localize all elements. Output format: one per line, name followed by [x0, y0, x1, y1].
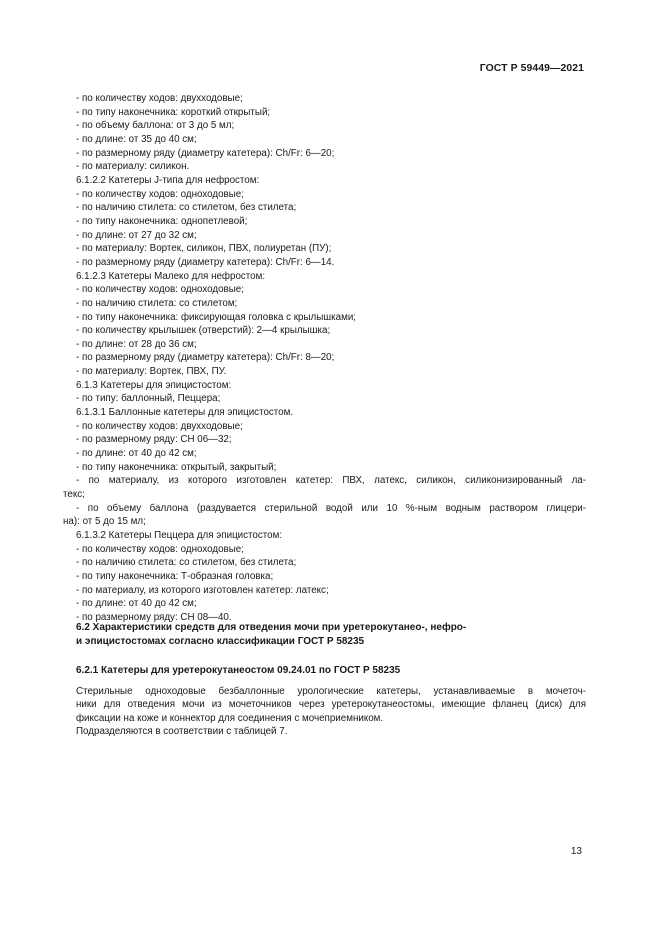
list-item: - по длине: от 28 до 36 см;	[76, 338, 197, 350]
classification-list	[63, 92, 586, 625]
paragraph-line2: ники для отведения мочи из мочеточников через уретерокутанеостомы, имеющие фланец (диск) для	[76, 699, 586, 711]
list-item: - по количеству ходов: двухходовые;	[76, 420, 243, 432]
list-item: - по типу наконечника: фиксирующая головка с крылышками;	[76, 311, 357, 323]
section-6-2-1-title: 6.2.1 Катетеры для уретерокутанеостом 09.24.01 по ГОСТ Р 58235	[76, 665, 401, 676]
list-item: - по материалу: Вортек, силикон, ПВХ, полиуретан (ПУ);	[76, 243, 332, 255]
list-item: - по типу: баллонный, Пеццера;	[76, 393, 221, 405]
list-item: - по наличию стилета: со стилетом, без стилета;	[76, 557, 297, 569]
paragraph-line3: фиксации на коже и коннектор для соединения с мочеприемником.	[76, 712, 384, 724]
list-item-wrapped: - по материалу, из которого изготовлен катетер: ПВХ, латекс, силикон, силиконизированный ла-	[76, 475, 586, 487]
list-item: - по размерному ряду (диаметру катетера): Ch/Fr: 6—14.	[76, 256, 335, 268]
subsection-title: 6.1.2.3 Катетеры Малеко для нефростом:	[76, 270, 266, 282]
list-item: - по типу наконечника: однопетлевой;	[76, 215, 248, 227]
list-item: - по наличию стилета: со стилетом;	[76, 297, 238, 309]
section-6-2-heading	[76, 621, 586, 648]
list-item: - по материалу, из которого изготовлен катетер: латекс;	[76, 584, 329, 596]
list-item: - по типу наконечника: короткий открытый;	[76, 106, 271, 118]
document-id-header: ГОСТ Р 59449—2021	[479, 63, 584, 74]
paragraph-line1: Стерильные одноходовые безбаллонные урологические катетеры, устанавливаемые в мочеточ-	[76, 686, 586, 697]
list-item: - по размерному ряду: СН 06—32;	[76, 434, 232, 446]
list-item: - по длине: от 35 до 40 см;	[76, 133, 197, 145]
list-item: - по материалу: силикон.	[76, 161, 190, 173]
list-item: - по количеству ходов: двухходовые;	[76, 93, 243, 104]
list-item: - по количеству ходов: одноходовые;	[76, 284, 244, 296]
section-6-2-1-heading	[76, 664, 586, 678]
subsection-title: 6.1.2.2 Катетеры J-типа для нефростом:	[76, 174, 260, 186]
page-number: 13	[570, 846, 582, 857]
list-item: - по длине: от 40 до 42 см;	[76, 448, 197, 460]
list-item: - по материалу: Вортек, ПВХ, ПУ.	[76, 366, 227, 378]
list-item: - по размерному ряду (диаметру катетера): Ch/Fr: 6—20;	[76, 147, 335, 159]
description-paragraph	[76, 685, 586, 739]
subsection-title: 6.1.3.2 Катетеры Пеццера для эпицистостом:	[76, 530, 283, 541]
list-item: - по количеству ходов: одноходовые;	[76, 188, 244, 200]
section-6-2-heading-line2: и эпицистостомах согласно классификации ГОСТ Р 58235	[76, 635, 365, 647]
list-item: - по количеству ходов: одноходовые;	[76, 543, 244, 555]
list-item: - по типу наконечника: открытый, закрытый;	[76, 461, 277, 473]
list-item-wrapped-continuation: на): от 5 до 15 мл;	[63, 516, 146, 528]
list-item: - по наличию стилета: со стилетом, без стилета;	[76, 202, 297, 214]
subsection-title: 6.1.3.1 Баллонные катетеры для эпицистостом.	[76, 407, 294, 419]
paragraph-line4: Подразделяются в соответствии с таблицей 7.	[76, 726, 288, 738]
list-item-wrapped: - по объему баллона (раздувается стерильной водой или 10 %-ным водным раствором глицери-	[76, 502, 586, 514]
list-item: - по длине: от 40 до 42 см;	[76, 598, 197, 610]
list-item: - по размерному ряду: СН 08—40.	[76, 611, 232, 623]
list-item: - по типу наконечника: Т-образная головка;	[76, 570, 274, 582]
list-item: - по длине: от 27 до 32 см;	[76, 229, 197, 241]
list-item: - по размерному ряду (диаметру катетера): Ch/Fr: 8—20;	[76, 352, 335, 364]
list-item: - по объему баллона: от 3 до 5 мл;	[76, 120, 235, 132]
list-item: - по количеству крылышек (отверстий): 2—4 крылышка;	[76, 325, 331, 337]
subsection-title: 6.1.3 Катетеры для эпицистостом:	[76, 379, 232, 391]
list-item-wrapped-continuation: текс;	[63, 489, 85, 501]
section-6-2-heading-line1: 6.2 Характеристики средств для отведения мочи при уретерокутанео-, нефро-	[76, 622, 467, 633]
